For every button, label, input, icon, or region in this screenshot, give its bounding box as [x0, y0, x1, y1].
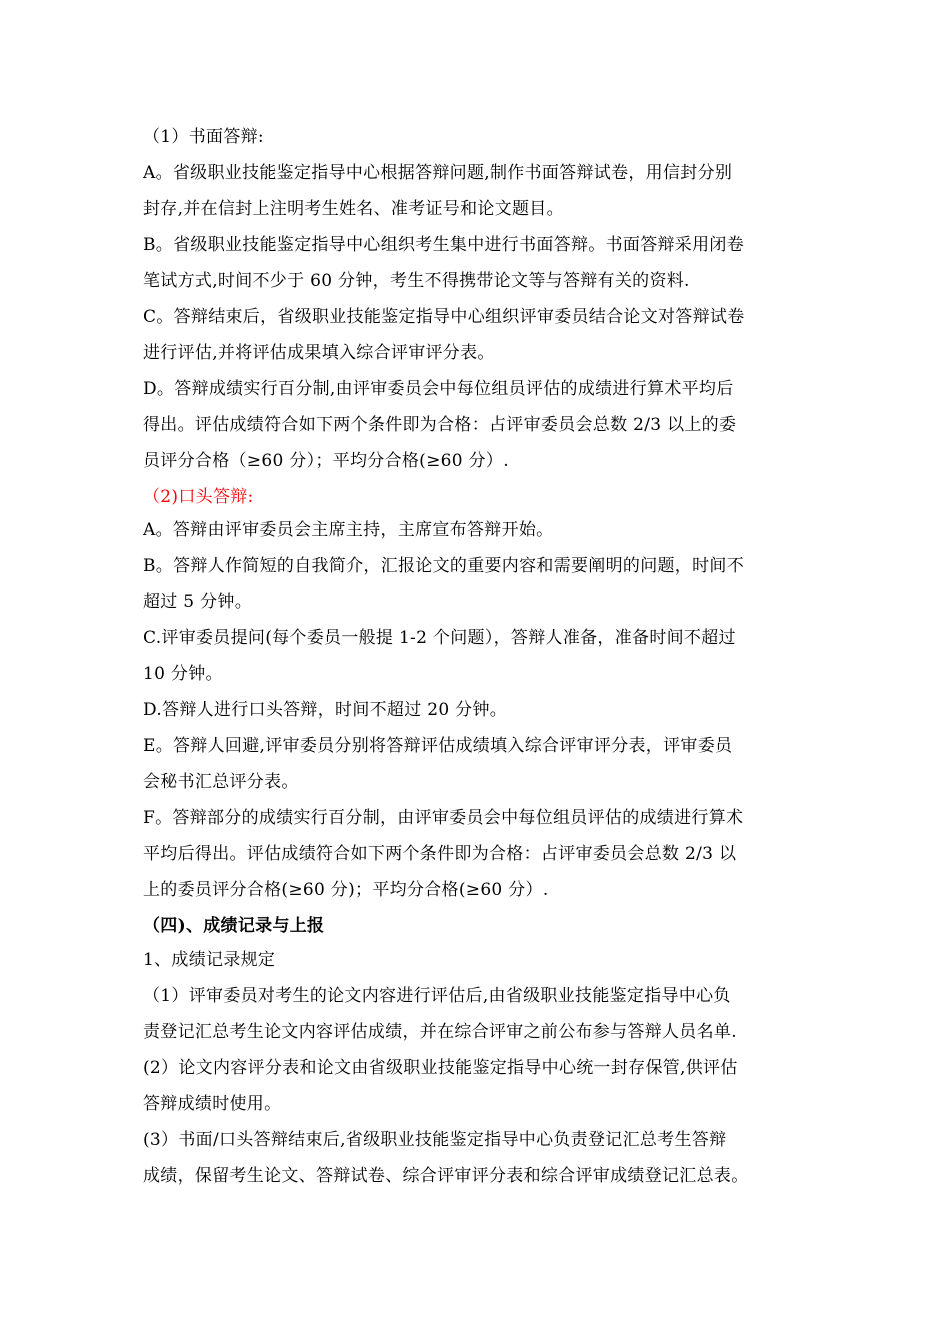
paragraph-line: 平均后得出。评估成绩符合如下两个条件即为合格：占评审委员会总数 2/3 以 — [143, 844, 737, 864]
paragraph-line: E。答辩人回避,评审委员分别将答辩评估成绩填入综合评审评分表，评审委员 — [143, 736, 733, 756]
paragraph-line: 答辩成绩时使用。 — [143, 1094, 282, 1114]
paragraph-line: F。答辩部分的成绩实行百分制，由评审委员会中每位组员评估的成绩进行算术 — [143, 808, 744, 828]
paragraph-line: 进行评估,并将评估成果填入综合评审评分表。 — [143, 343, 495, 363]
paragraph-line: 超过 5 分钟。 — [143, 592, 253, 612]
paragraph-line: 封存,并在信封上注明考生姓名、准考证号和论文题目。 — [143, 199, 564, 219]
section-heading-score-records: （四)、成绩记录与上报 — [143, 916, 325, 936]
paragraph-line: D。答辩成绩实行百分制,由评审委员会中每位组员评估的成绩进行算术平均后 — [143, 379, 734, 399]
paragraph-line: C.评审委员提问(每个委员一般提 1-2 个问题），答辩人准备，准备时间不超过 — [143, 628, 736, 648]
section-heading-oral-defense: （2)口头答辩: — [143, 487, 254, 507]
paragraph-line: A。答辩由评审委员会主席主持，主席宣布答辩开始。 — [143, 520, 554, 540]
paragraph-line: 员评分合格（≥60 分）；平均分合格(≥60 分）. — [143, 451, 509, 471]
paragraph-line: B。省级职业技能鉴定指导中心组织考生集中进行书面答辩。书面答辩采用闭卷 — [143, 235, 744, 255]
subheading-score-rules: 1、成绩记录规定 — [143, 950, 276, 970]
paragraph-line: C。答辩结束后，省级职业技能鉴定指导中心组织评审委员结合论文对答辩试卷 — [143, 307, 745, 327]
paragraph-line: 成绩，保留考生论文、答辩试卷、综合评审评分表和综合评审成绩登记汇总表。 — [143, 1166, 749, 1186]
paragraph-line: 笔试方式,时间不少于 60 分钟，考生不得携带论文等与答辩有关的资料. — [143, 271, 690, 291]
paragraph-line: (2）论文内容评分表和论文由省级职业技能鉴定指导中心统一封存保管,供评估 — [143, 1058, 738, 1078]
paragraph-line: 10 分钟。 — [143, 664, 223, 684]
paragraph-line: (3）书面/口头答辩结束后,省级职业技能鉴定指导中心负责登记汇总考生答辩 — [143, 1130, 727, 1150]
paragraph-line: （1）评审委员对考生的论文内容进行评估后,由省级职业技能鉴定指导中心负 — [143, 986, 731, 1006]
paragraph-line: D.答辩人进行口头答辩，时间不超过 20 分钟。 — [143, 700, 508, 720]
paragraph-line: B。答辩人作简短的自我简介，汇报论文的重要内容和需要阐明的问题，时间不 — [143, 556, 744, 576]
section-heading-written-defense: （1）书面答辩: — [143, 127, 264, 147]
paragraph-line: A。省级职业技能鉴定指导中心根据答辩问题,制作书面答辩试卷，用信封分别 — [143, 163, 733, 183]
paragraph-line: 得出。评估成绩符合如下两个条件即为合格：占评审委员会总数 2/3 以上的委 — [143, 415, 737, 435]
paragraph-line: 会秘书汇总评分表。 — [143, 772, 299, 792]
paragraph-line: 上的委员评分合格(≥60 分)；平均分合格(≥60 分）. — [143, 880, 549, 900]
paragraph-line: 责登记汇总考生论文内容评估成绩，并在综合评审之前公布参与答辩人员名单. — [143, 1022, 737, 1042]
